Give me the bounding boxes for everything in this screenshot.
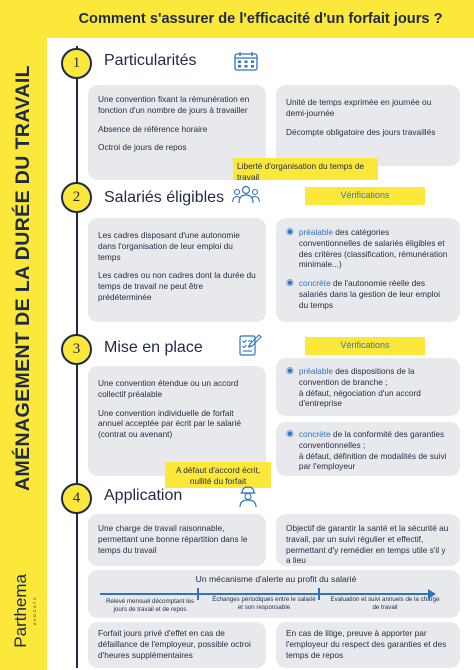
branch-check-text: des dispositions de la convention de branche ; <box>298 366 415 387</box>
rest-days-text: Octroi de jours de repos <box>98 142 187 153</box>
brand-subtitle: AVOCATS <box>32 596 37 626</box>
step-2-badge: 2 <box>61 182 92 213</box>
collective-agreement-text: Une convention étendue ou un accord collectif préalable <box>98 378 239 399</box>
step-1-badge: 1 <box>61 48 92 79</box>
section-4-left-box <box>88 514 266 566</box>
verifications-badge-3: Vérifications <box>305 337 425 355</box>
prior-check-item <box>286 227 450 270</box>
check-circle-icon: ◉ <box>286 428 294 438</box>
checklist-icon <box>238 333 262 357</box>
litigation-proof-text: En cas de litige, preuve à apporter par l'employeur du respect des garanties et des temps de repos <box>286 628 447 660</box>
guarantees-fallback-text: à défaut, définition de modalités de suivi par l'employeur <box>298 450 447 472</box>
health-objective-text: Objectif de garantir la santé et la sécurité au travail, par un suivi régulier et effectif, permettant d'y remédier en temps utile s'il y a lieu <box>286 523 449 566</box>
time-unit-text: Unité de temps exprimée en journée ou demi-journée <box>286 97 432 118</box>
section-3-title: Mise en place <box>104 339 203 356</box>
section-4-bottom-right-box <box>276 622 460 668</box>
calendar-icon <box>234 51 258 71</box>
alert-title: Un mécanisme d'alerte au profit du salarié <box>195 574 357 584</box>
guarantees-check-item <box>286 429 450 472</box>
verifications-badge-2: Vérifications <box>305 187 425 205</box>
individual-convention-text: Une convention individuelle de forfait annuel acceptée par écrit par le salarié (contrat ou avenant) <box>98 407 241 440</box>
page-title: Comment s'assurer de l'efficacité d'un forfait jours ? <box>78 11 443 27</box>
liberty-highlight: Liberté d'organisation du temps de travail <box>233 158 378 180</box>
step-4-badge: 4 <box>61 483 92 514</box>
workload-text: Une charge de travail raisonnable, permettant une bonne répartition dans le temps du travail <box>98 523 248 555</box>
keyword-prealable: préalable <box>298 227 333 237</box>
section-4-right-box <box>276 514 460 566</box>
section-3-right-bottom-box <box>276 422 460 476</box>
mandatory-count-text: Décompte obligatoire des jours travaillés <box>286 126 436 137</box>
forfait-void-text: Forfait jours privé d'effet en cas de défaillance de l'employeur, possible octroi d'heures supplémentaires <box>98 628 251 660</box>
section-3-right-top-box <box>276 358 460 416</box>
alert-label-monthly: Relevé mensuel décomptant les jours de travail et de repos <box>105 598 195 614</box>
check-circle-icon: ◉ <box>286 365 294 375</box>
section-4-title: Application <box>104 487 183 504</box>
keyword-prealable: préalable <box>298 366 333 376</box>
sidebar <box>0 0 47 670</box>
alert-tick-2 <box>318 588 320 600</box>
worker-icon <box>236 484 260 508</box>
section-1-title: Particularités <box>104 52 197 69</box>
section-3-left-box <box>88 366 266 476</box>
prior-check-text: des catégories conventionnelles de salariés éligibles et des critères (classification, rémunération minimale...) <box>298 227 448 270</box>
alert-label-exchanges: Échanges périodiques entre le salarié et son responsable <box>212 596 316 612</box>
non-predetermined-text: Les cadres ou non cadres dont la durée du temps de travail ne peut être prédéterminée <box>98 270 256 302</box>
brand-name: Parthema <box>11 574 30 648</box>
autonomous-cadres-text: Les cadres disposant d'une autonomie dans l'organisation de leur emploi du temps <box>98 230 240 262</box>
vertical-title: AMÉNAGEMENT DE LA DURÉE DU TRAVAIL <box>11 64 34 491</box>
branch-fallback-text: à défaut, négociation d'un accord d'entreprise <box>298 387 421 409</box>
convention-text: Une convention fixant la rémunération en fonction d'un nombre de jours à travailler <box>98 94 250 115</box>
concrete-check-item <box>286 278 450 310</box>
check-circle-icon: ◉ <box>286 277 294 288</box>
people-icon <box>232 185 260 205</box>
section-2-left-box <box>88 218 266 322</box>
keyword-concrete: concrète <box>298 429 331 439</box>
step-3-badge: 3 <box>61 334 92 365</box>
nullity-highlight: A défaut d'accord écrit, nullité du forfait <box>165 462 271 488</box>
keyword-concrete: concrète <box>298 278 331 289</box>
branch-check-item <box>286 366 450 409</box>
page-header <box>47 0 474 38</box>
guarantees-check-text: de la conformité des garanties conventionnelles ; <box>298 429 445 450</box>
concrete-check-text: de l'autonomie réelle des salariés dans la gestion de leur emploi du temps <box>298 278 440 310</box>
brand-logo <box>4 556 44 666</box>
section-1-right-box <box>276 85 460 166</box>
alert-label-annual: Evaluation et suivi annuels de la charge de travail <box>330 596 440 612</box>
alert-timeline-arrow <box>100 593 430 595</box>
no-hour-reference-text: Absence de référence horaire <box>98 123 208 134</box>
check-circle-icon: ◉ <box>286 226 294 236</box>
section-2-right-box <box>276 218 460 322</box>
section-2-title: Salariés éligibles <box>104 189 225 206</box>
section-4-bottom-left-box <box>88 622 266 668</box>
